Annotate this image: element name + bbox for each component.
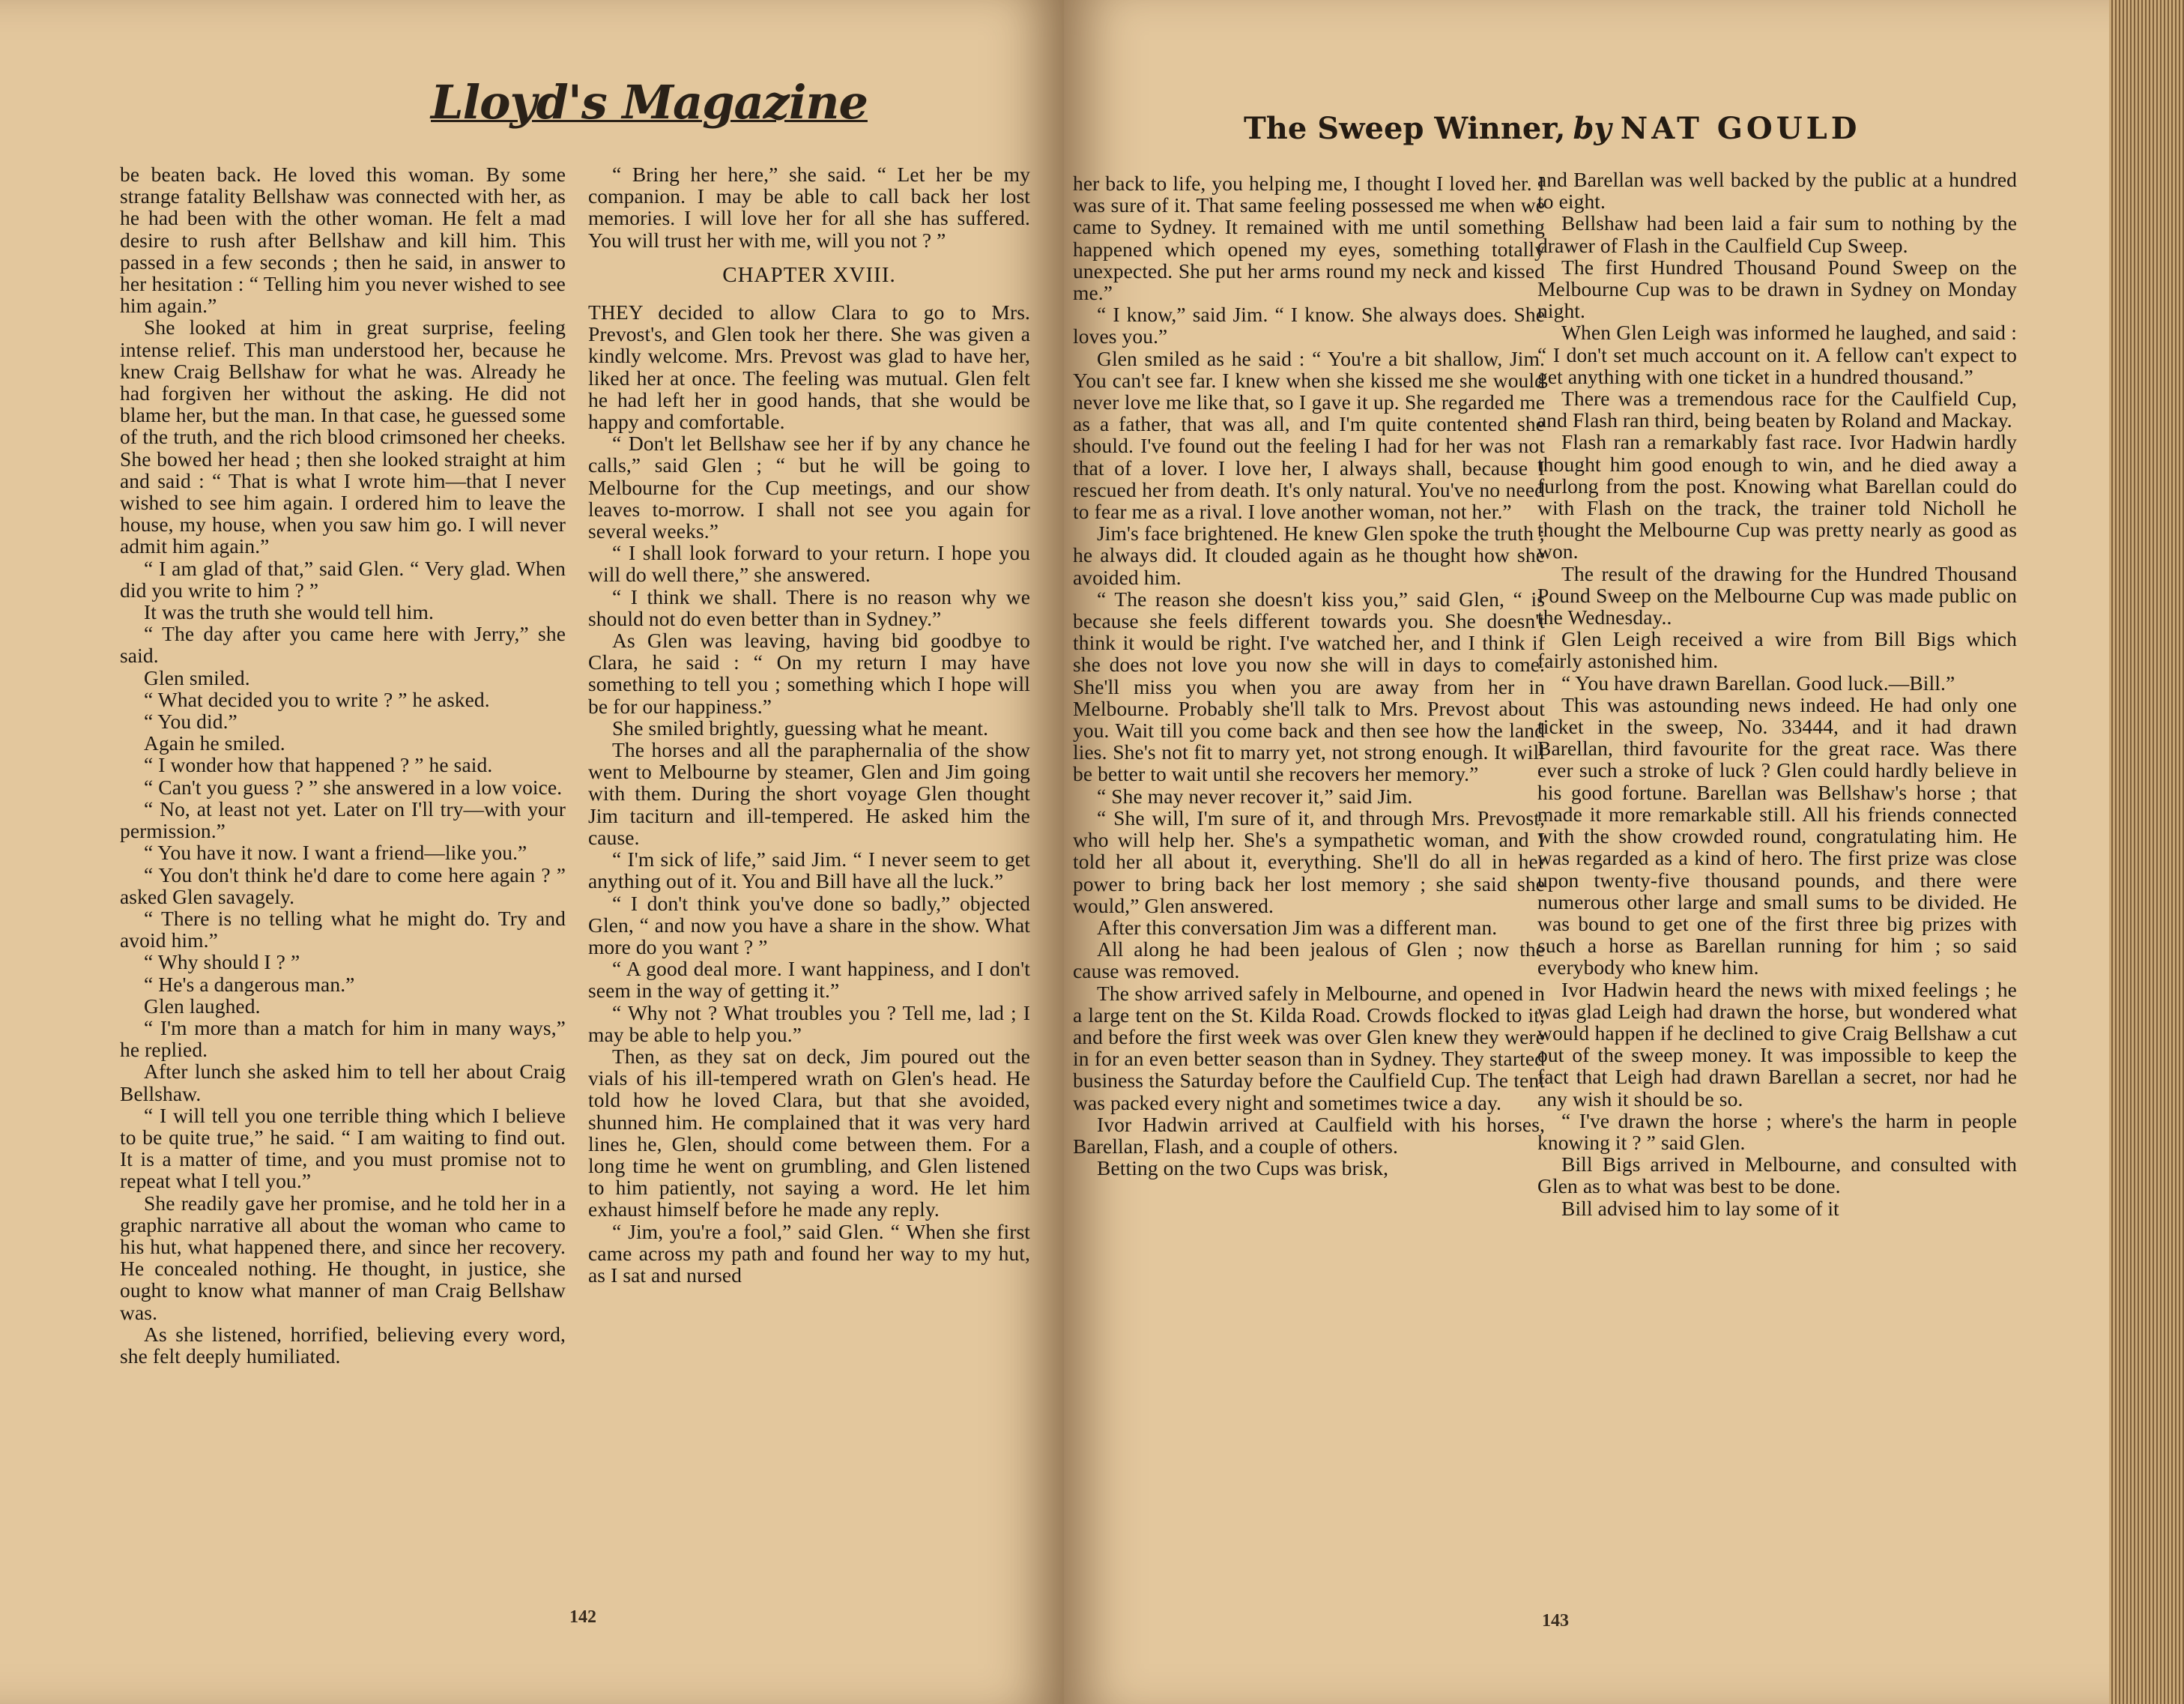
- paragraph: Jim's face brightened. He knew Glen spoke the truth ; he always did. It clouded again as he thought how she avoided him.: [1073, 522, 1545, 589]
- paragraph: She looked at him in great surprise, feeling intense relief. This man understood her, because he knew Craig Bellshaw for what he was. Already he had forgiven her without the asking. He did not blame her, but the man. In that case, he guessed some of the truth, and the rich blood crimsoned her cheeks. She bowed her head ; then she looked straight at him and said : “ That is what I wrote him—that I never wished to see him again. I ordered him to leave the house, my house, when you saw him go. I will never admit him again.”: [120, 315, 566, 558]
- paragraph: her back to life, you helping me, I thought I loved her. I was sure of it. That same feeling possessed me when we came to Sydney. It remained with me until something happened which opened my eyes, something totally unexpected. She put her arms round my neck and kissed me.”: [1073, 172, 1545, 305]
- paragraph: Glen smiled as he said : “ You're a bit shallow, Jim. You can't see far. I knew when she kissed me she would never love me like that, so I gave it up. She regarded me as a father, that was all, and I'm quite contented she should. I've found out the feeling I had for her was not that of a lover. I love her, I always shall, because I rescued her from death. It's only natural. You've no need to fear me as a rival. I love another woman, not her.”: [1073, 346, 1545, 524]
- paragraph: Glen Leigh received a wire from Bill Bigs which fairly astonished him.: [1537, 627, 2017, 673]
- story-title: The Sweep Winner,: [1244, 111, 1566, 146]
- column-2: [588, 163, 1030, 1286]
- paragraph: “ I know,” said Jim. “ I know. She always does. She loves you.”: [1073, 303, 1545, 348]
- paragraph: Glen smiled.: [144, 665, 250, 689]
- paragraph: “ Bring her here,” she said. “ Let her be my companion. I may be able to call back her lost memories. I will love her for all she has suffered. You will trust her with me, will you not ? ”: [588, 163, 1030, 252]
- paragraph: “ She will, I'm sure of it, and through Mrs. Prevost, who will help her. She's a sympathetic woman, and I told her all about it, everything. She'll do all in her power to bring back her lost memory ; she said she would,” Glen answered.: [1073, 806, 1545, 917]
- paragraph: “ I'm sick of life,” said Jim. “ I never seem to get anything out of it. You and Bill have all the luck.”: [588, 848, 1030, 893]
- paragraph: Bellshaw had been laid a fair sum to nothing by the drawer of Flash in the Caulfield Cup Sweep.: [1537, 211, 2017, 257]
- column-1: [120, 163, 566, 1367]
- paragraph: She smiled brightly, guessing what he meant.: [612, 716, 989, 740]
- paragraph: After lunch she asked him to tell her about Craig Bellshaw.: [120, 1060, 566, 1105]
- paragraph: and Barellan was well backed by the public at a hundred to eight.: [1537, 168, 2017, 214]
- paragraph: “ Why not ? What troubles you ? Tell me, lad ; I may be able to help you.”: [588, 1000, 1030, 1046]
- paragraph: “ I'm more than a match for him in many ways,” he replied.: [120, 1015, 566, 1062]
- paragraph: “ Can't you guess ? ” she answered in a low voice.: [144, 775, 563, 799]
- paragraph: “ I've drawn the horse ; where's the harm in people knowing it ? ” said Glen.: [1537, 1108, 2017, 1154]
- paragraph: “ You did.”: [144, 710, 238, 734]
- paragraph: Glen laughed.: [144, 994, 261, 1018]
- paragraph: As Glen was leaving, having bid goodbye to Clara, he said : “ On my return I may have something to tell you ; something which I hope will be for our happiness.”: [588, 629, 1030, 718]
- paragraph: “ A good deal more. I want happiness, and I don't seem in the way of getting it.”: [588, 957, 1030, 1003]
- column-4: [1537, 169, 2017, 1219]
- column-2-after-chapter: [588, 301, 1030, 1286]
- chapter-heading: CHAPTER XVIII.: [722, 262, 896, 287]
- paragraph: There was a tremendous race for the Caulfield Cup, and Flash ran third, being beaten by Roland and Mackay.: [1537, 387, 2017, 432]
- paragraph: “ You don't think he'd dare to come here again ? ” asked Glen savagely.: [120, 862, 566, 908]
- paragraph: After this conversation Jim was a different man.: [1097, 915, 1498, 939]
- magazine-title: Lloyd's Magazine: [431, 75, 868, 130]
- paragraph: It was the truth she would tell him.: [144, 600, 435, 624]
- paragraph: The first Hundred Thousand Pound Sweep on the Melbourne Cup was to be drawn in Sydney on Monday night.: [1537, 255, 2017, 323]
- paragraph: be beaten back. He loved this woman. By some strange fatality Bellshaw was connected with her, as he had been with the other woman. He felt a mad desire to rush after Bellshaw and kill him. This passed in a few seconds ; then he said, in answer to her hesitation : “ Telling him you never wished to see him again.”: [120, 163, 566, 318]
- paragraph: This was astounding news indeed. He had only one ticket in the sweep, No. 33444, and it had drawn Barellan, third favourite for the great race. Was there ever such a stroke of luck ? Glen could hardly believe in his good fortune. Barellan was Bellshaw's horse ; that made it more remarkable still. All his friends connected with the show crowded round, congratulating him. He was regarded as a kind of hero. The first prize was close upon twenty-five thousand pounds, and there were numerous other large and small sums to be divided. He was bound to get one of the first three big prizes with such a horse as Barellan running for him ; so said everybody who knew him.: [1537, 692, 2017, 979]
- paragraph: Then, as they sat on deck, Jim poured out the vials of his ill-tempered wrath on Glen's head. He told how he loved Clara, but that she avoided, shunned him. He complained that it was very hard lines he, Glen, should come between them. For a long time he went on grumbling, and Glen listened to him patiently, not saying a word. He let him exhaust himself before he made any reply.: [588, 1044, 1030, 1221]
- page-number-left: 142: [569, 1607, 596, 1627]
- paragraph: The result of the drawing for the Hundred Thousand Pound Sweep on the Melbourne Cup was made public on the Wednesday..: [1537, 561, 2017, 629]
- paragraph: “ I wonder how that happened ? ” he said.: [144, 753, 493, 777]
- paragraph: The horses and all the paraphernalia of the show went to Melbourne by steamer, Glen and Jim going with them. During the short voyage Glen thought Jim taciturn and ill-tempered. He asked him the cause.: [588, 738, 1030, 849]
- paragraph: THEY decided to allow Clara to go to Mrs. Prevost's, and Glen took her there. She was given a kindly welcome. Mrs. Prevost was glad to have her, liked her at once. The feeling was mutual. Glen felt he had left her in good hands, that she would be happy and comfortable.: [588, 300, 1030, 434]
- paragraph: Betting on the two Cups was brisk,: [1097, 1156, 1389, 1180]
- paragraph: “ The reason she doesn't kiss you,” said Glen, “ is because she feels different towards you. She doesn't think it would be right. I've watched her, and I think if she does not love you now she will in days to come. She'll miss you when you are away from her in Melbourne. Probably she'll talk to Mrs. Prevost about you. Wait till you come back and then see how the land lies. She's not fit to marry yet, not strong enough. It will be better to wait until she recovers her memory.”: [1073, 587, 1545, 786]
- paragraph: Ivor Hadwin arrived at Caulfield with his horses, Barellan, Flash, and a couple of others.: [1073, 1112, 1545, 1158]
- paragraph: “ I don't think you've done so badly,” objected Glen, “ and now you have a share in the show. What more do you want ? ”: [588, 891, 1030, 958]
- page-number-right: 143: [1542, 1611, 1569, 1631]
- column-3: [1073, 172, 1545, 1179]
- paragraph: As she listened, horrified, believing every word, she felt deeply humiliated.: [120, 1322, 566, 1368]
- paragraph: “ You have drawn Barellan. Good luck.—Bill.”: [1561, 671, 1955, 695]
- paragraph: “ I am glad of that,” said Glen. “ Very glad. When did you write to him ? ”: [120, 556, 566, 602]
- paragraph: “ The day after you came here with Jerry,” she said.: [120, 622, 566, 668]
- paragraph: “ I think we shall. There is no reason why we should not do even better than in Sydney.”: [588, 584, 1030, 630]
- paragraph: Ivor Hadwin heard the news with mixed feelings ; he was glad Leigh had drawn the horse, but wondered what would happen if he declined to give Craig Bellshaw a cut out of the sweep money. It was impossible to keep the fact that Leigh had drawn Barellan a secret, nor had he any wish it should be so.: [1537, 977, 2017, 1111]
- paragraph: Again he smiled.: [144, 731, 285, 755]
- paragraph: “ She may never recover it,” said Jim.: [1097, 784, 1413, 808]
- paragraph: “ Jim, you're a fool,” said Glen. “ When she first came across my path and found her way to my hut, as I sat and nursed: [588, 1219, 1030, 1287]
- paragraph: The show arrived safely in Melbourne, and opened in a large tent on the St. Kilda Road. Crowds flocked to it, and before the first week was over Glen knew they were in for an even better season than in Sydney. They started business the Saturday before the Caulfield Cup. The tent was packed every night and sometimes twice a day.: [1073, 981, 1545, 1114]
- page-edge: [2109, 0, 2184, 1704]
- paragraph: “ You have it now. I want a friend—like you.”: [144, 841, 527, 865]
- paragraph: She readily gave her promise, and he told her in a graphic narrative all about the woman who came to his hut, what happened there, and since her recovery. He concealed nothing. He thought, in justice, she ought to know what manner of man Craig Bellshaw was.: [120, 1191, 566, 1324]
- paragraph: “ There is no telling what he might do. Try and avoid him.”: [120, 906, 566, 952]
- paragraph: “ I shall look forward to your return. I hope you will do well there,” she answered.: [588, 541, 1030, 587]
- author-name: NAT GOULD: [1620, 111, 1861, 146]
- running-head: [1244, 111, 1861, 146]
- paragraph: When Glen Leigh was informed he laughed, and said : “ I don't set much account on it. A fellow can't expect to get anything with one ticket in a hundred thousand.”: [1537, 321, 2017, 388]
- paragraph: All along he had been jealous of Glen ; now the cause was removed.: [1073, 937, 1545, 983]
- paragraph: “ I will tell you one terrible thing which I believe to be quite true,” he said. “ I am waiting to find out. It is a matter of time, and you must promise not to repeat what I tell you.”: [120, 1103, 566, 1193]
- paragraph: “ Why should I ? ”: [144, 950, 300, 974]
- paragraph: “ No, at least not yet. Later on I'll try—with your permission.”: [120, 797, 566, 843]
- paragraph: Bill advised him to lay some of it: [1561, 1196, 1839, 1220]
- paragraph: Flash ran a remarkably fast race. Ivor Hadwin hardly thought him good enough to win, and he died away a furlong from the post. Knowing what Barellan could do with Flash on the track, the trainer told Nicholl he thought the Melbourne Cup was pretty nearly as good as won.: [1537, 430, 2017, 564]
- paragraph: “ Don't let Bellshaw see her if by any chance he calls,” said Glen ; “ but he will be going to Melbourne for the Cup meetings, and our show leaves to-morrow. I shall not see you again for several weeks.”: [588, 432, 1030, 543]
- paragraph: “ What decided you to write ? ” he asked.: [144, 687, 490, 711]
- byline-by: by: [1573, 111, 1612, 146]
- column-2-before-chapter: [588, 163, 1030, 251]
- paragraph: “ He's a dangerous man.”: [144, 972, 355, 996]
- paragraph: Bill Bigs arrived in Melbourne, and consulted with Glen as to what was best to be done.: [1537, 1152, 2017, 1198]
